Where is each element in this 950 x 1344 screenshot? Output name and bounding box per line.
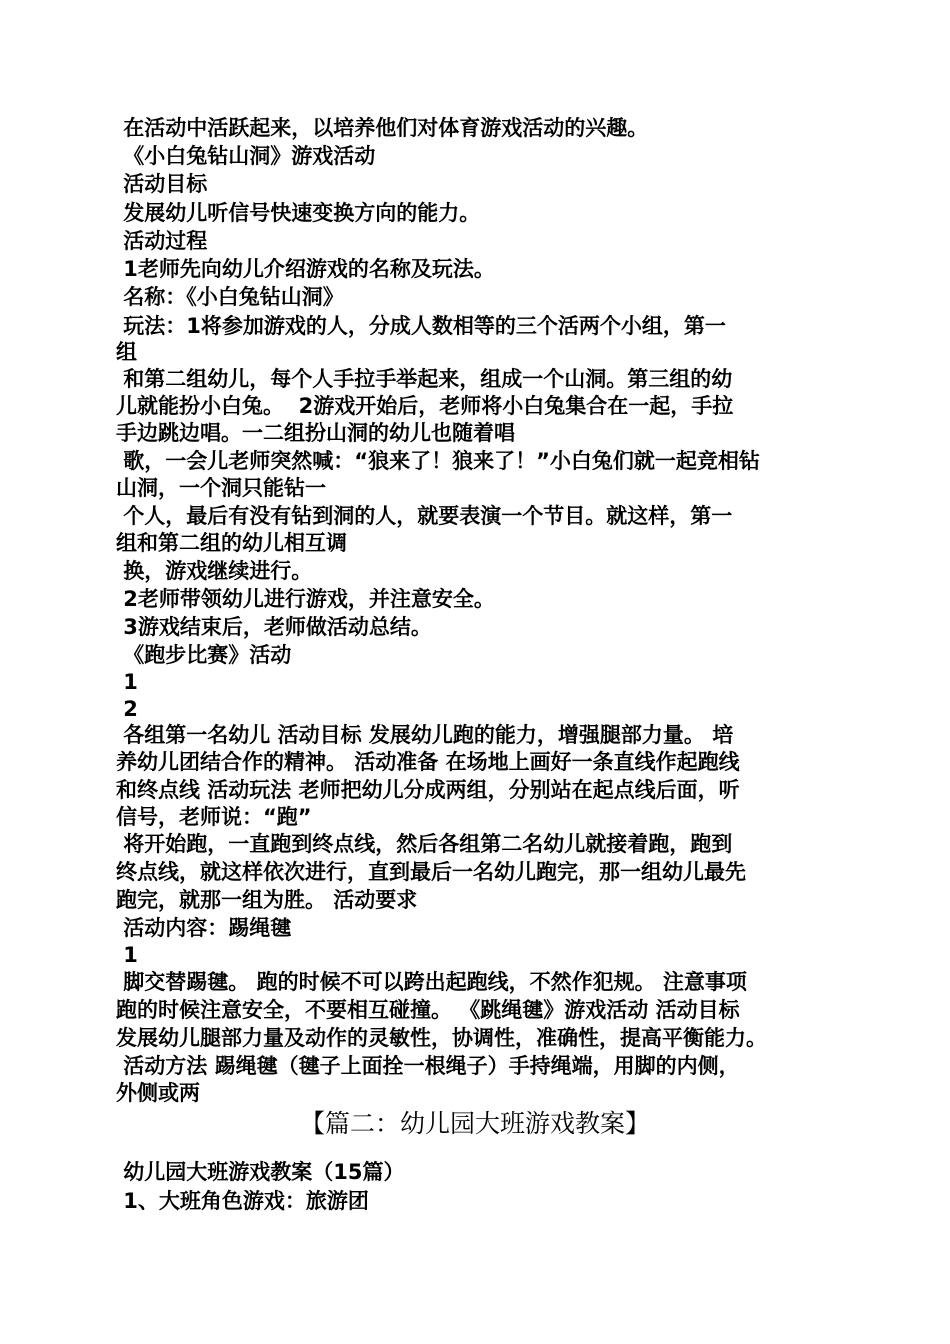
text-line: 手边跳边唱。一二组扮山洞的幼儿也随着唱 [116, 421, 515, 445]
text-line: 养幼儿团结合作的精神。 活动准备 在场地上画好一条直线作起跑线 [116, 750, 740, 774]
text-line: 1、大班角色游戏：旅游团 [116, 1189, 369, 1213]
text-line: 和第二组幼儿，每个人手拉手举起来，组成一个山洞。第三组的幼 [116, 367, 733, 391]
text-line: 2 [116, 697, 138, 721]
text-line: 活动方法 踢绳毽（毽子上面拴一根绳子）手持绳端，用脚的内侧， [116, 1054, 740, 1078]
section-heading: 【篇二：幼儿园大班游戏教案】 [299, 1109, 650, 1138]
text-line: 跑完，就那一组为胜。 活动要求 [116, 888, 418, 912]
text-line: 《跑步比赛》活动 [116, 643, 292, 667]
text-line: 组和第二组的幼儿相互调 [116, 531, 347, 555]
text-line: 1 [116, 670, 138, 694]
text-line: 活动目标 [116, 172, 208, 196]
text-line: 发展幼儿腿部力量及动作的灵敏性，协调性，准确性，提高平衡能力。 [116, 1026, 767, 1050]
text-line: 活动过程 [116, 229, 208, 253]
text-line: 终点线，就这样依次进行，直到最后一名幼儿跑完，那一组幼儿最先 [116, 860, 746, 884]
text-line: 个人，最后有没有钻到洞的人，就要表演一个节目。就这样，第一 [116, 504, 733, 528]
text-line: 跑的时候注意安全，不要相互碰撞。 《跳绳毽》游戏活动 活动目标 [116, 998, 740, 1022]
text-line: 换，游戏继续进行。 [116, 559, 313, 583]
text-line: 发展幼儿听信号快速变换方向的能力。 [116, 201, 481, 225]
text-line: 脚交替踢毽。 跑的时候不可以跨出起跑线，不然作犯规。 注意事项 [116, 970, 747, 994]
text-line: 玩法：1将参加游戏的人，分成人数相等的三个活两个小组，第一 [116, 314, 726, 338]
text-line: 歌，一会儿老师突然喊：“狼来了！狼来了！”小白兔们就一起竞相钻 [116, 449, 760, 473]
text-line: 《小白兔钻山洞》游戏活动 [116, 144, 376, 168]
text-line: 2老师带领幼儿进行游戏，并注意安全。 [116, 587, 495, 611]
text-line: 组 [116, 340, 137, 364]
text-line: 各组第一名幼儿 活动目标 发展幼儿跑的能力，增强腿部力量。 培 [116, 723, 734, 747]
text-line: 在活动中活跃起来，以培养他们对体育游戏活动的兴趣。 [116, 116, 649, 140]
text-line: 信号，老师说：“跑” [116, 805, 312, 829]
text-line: 3游戏结束后，老师做活动总结。 [116, 615, 432, 639]
text-line: 儿就能扮小白兔。 2游戏开始后，老师将小白兔集合在一起，手拉 [116, 394, 734, 418]
text-line: 名称：《小白兔钻山洞》 [116, 285, 344, 309]
text-line: 将开始跑，一直跑到终点线，然后各组第二名幼儿就接着跑，跑到 [116, 832, 733, 856]
text-line: 活动内容：踢绳毽 [116, 916, 292, 940]
text-line: 和终点线 活动玩法 老师把幼儿分成两组，分别站在起点线后面，听 [116, 778, 740, 802]
text-line: 山洞，一个洞只能钻一 [116, 476, 326, 500]
text-line: 1老师先向幼儿介绍游戏的名称及玩法。 [116, 257, 495, 281]
text-line: 幼儿园大班游戏教案（15篇） [116, 1160, 405, 1184]
text-line: 外侧或两 [116, 1081, 200, 1105]
text-line: 1 [116, 943, 138, 967]
